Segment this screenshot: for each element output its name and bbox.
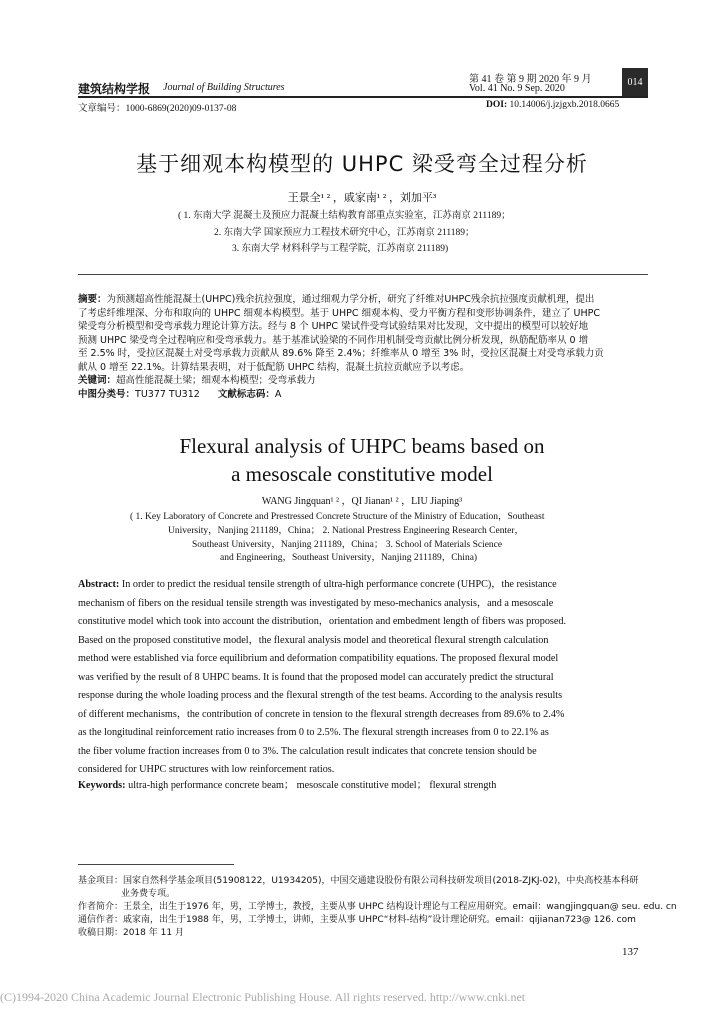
abstract-en-line [78, 576, 648, 595]
issue-info-cn: 第 41 卷 第 9 期 2020 年 9 月 [469, 74, 592, 85]
abstract-en-line: Based on the proposed constitutive model，the flexural analysis model and theoretical flexural strength calculation [78, 634, 549, 646]
footnote-corresponding-author: 通信作者：戚家南，出生于1988 年，男，工学博士，讲师，主要从事 UHPC“材料-结构”设计理论研究。email：qijianan723@ 126. com [78, 915, 636, 925]
footnote-rule [78, 864, 234, 865]
authors-cn: 王景全¹ ² ，戚家南¹ ² ，刘加平³ [287, 192, 437, 204]
footnote-author-bio: 作者简介：王景全，出生于1976 年，男，工学博士，教授，主要从事 UHPC 结构设计理论与工程应用研究。email：wangjingquan@ seu. edu. cn [78, 902, 677, 912]
title-en-line: a mesoscale constitutive model [231, 462, 493, 486]
abstract-en-line: constitutive model which took into account the distribution，orientation and embedment length of fibers was proposed. [78, 616, 567, 627]
authors-en: WANG Jingquan¹ ² ，QI Jianan¹ ² ，LIU Jiaping³ [261, 496, 463, 507]
header-rule [78, 96, 648, 98]
abstract-en-label: Abstract: [78, 579, 120, 590]
keywords-en-label: Keywords: [78, 780, 126, 791]
title-en-line: Flexural analysis of UHPC beams based on [179, 434, 545, 458]
article-number: 文章编号：1000-6869(2020)09-0137-08 [78, 104, 237, 114]
abstract-en [78, 576, 648, 780]
abstract-cn [78, 293, 604, 374]
abstract-cn-line [78, 293, 604, 307]
abstract-cn-text: 为预测超高性能混凝土(UHPC)残余抗拉强度，通过细观力学分析，研究了纤维对UHPC残余抗拉强度贡献机理，提出 [106, 294, 595, 305]
abstract-en-line: method were established via force equilibrium and deformation compatibility equations. The proposed flexural model [78, 653, 559, 664]
doi-label: DOI: [486, 100, 508, 110]
page-number: 137 [622, 946, 639, 958]
abstract-en-line: mechanism of fibers on the residual tensile strength was investigated by meso-mechanics analysis，and a mesoscale [78, 597, 554, 609]
page-title-cn: 基于细观本构模型的 UHPC 梁受弯全过程分析 [136, 152, 588, 176]
abstract-cn-label: 摘要： [78, 294, 107, 305]
affiliation-en-3: Southeast University，Nanjing 211189，China； 3. School of Materials Science [192, 540, 503, 550]
affiliation-cn-3: 3. 东南大学 材料科学与工程学院，江苏南京 211189) [232, 244, 449, 254]
abstract-cn-line: 梁受弯分析模型和受弯承载力理论计算方法。经与 8 个 UHPC 梁试件受弯试验结果对比发现，文中提出的模型可以较好地 [78, 321, 589, 332]
page-badge: 014 [622, 68, 648, 96]
affiliation-en-1: ( 1. Key Laboratory of Concrete and Prestressed Concrete Structure of the Ministry of Education，Southeast [130, 512, 545, 522]
affiliation-en-4: and Engineering，Southeast University，Nanjing 211189，China) [220, 553, 478, 563]
abstract-en-line: response during the whole loading process and the flexural strength of the test beams. According to the analysis results [78, 690, 563, 701]
abstract-en-line: as the longitudinal reinforcement ratio increases from 0 to 2.5%. The flexural strength increases from 0 to 22.1% as [78, 727, 549, 738]
journal-name-en: Journal of Building Structures [163, 82, 285, 93]
journal-name-cn: 建筑结构学报 [78, 82, 151, 96]
abstract-en-line: the fiber volume fraction increases from 0 to 3%. The calculation result indicates that concrete tension should be [78, 745, 537, 757]
abstract-cn-line: 献从 0 增至 22.1%。计算结果表明，对于低配筋 UHPC 结构，混凝土抗拉贡献应予以考虑。 [78, 361, 470, 373]
keywords-cn-label: 关键词： [78, 375, 117, 386]
keywords-en [78, 776, 496, 791]
clc-label: 中图分类号： [78, 389, 136, 400]
keywords-en-text: ultra-high performance concrete beam； mesoscale constitutive model； flexural strength [125, 780, 497, 791]
keywords-cn-text: 超高性能混凝土梁；细观本构模型；受弯承载力 [116, 375, 316, 386]
doc-code-label: 文献标志码： [217, 389, 275, 400]
abstract-en-line: was verified by the result of 8 UHPC beams. It is found that the proposed model can accurately predict the structural [78, 671, 554, 683]
doi-value: 10.14006/j.jzjgxb.2018.0665 [507, 100, 620, 110]
divider [78, 274, 648, 275]
affiliation-en-2: University，Nanjing 211189，China； 2. National Prestress Engineering Research Center， [168, 526, 524, 536]
abstract-en-line: considered for UHPC structures with low reinforcement ratios. [78, 764, 335, 775]
abstract-en-line: of different mechanisms，the contribution of concrete in tension to the flexural strength decreases from 89.6% to 2.4% [78, 708, 565, 720]
issue-info-en: Vol. 41 No. 9 Sep. 2020 [469, 83, 565, 94]
abstract-en-text: In order to predict the residual tensile strength of ultra-high performance concrete (UHPC)，the resistance [119, 579, 557, 590]
abstract-cn-line: 了考虑纤维埋深、分布和取向的 UHPC 细观本构模型。基于 UHPC 细观本构、受力平衡方程和变形协调条件，建立了 UHPC [78, 307, 600, 319]
affiliation-cn-2: 2. 东南大学 国家预应力工程技术研究中心，江苏南京 211189； [214, 228, 475, 238]
affiliation-cn-1: ( 1. 东南大学 混凝土及预应力混凝土结构教育部重点实验室，江苏南京 211189； [178, 211, 511, 221]
classification-row [78, 388, 281, 402]
abstract-cn-line: 预测 UHPC 梁受弯全过程响应和受弯承载力。基于基准试验梁的不同作用机制受弯贡献比例分析发现，纵筋配筋率从 0 增 [78, 334, 589, 346]
copyright-watermark: (C)1994-2020 China Academic Journal Electronic Publishing House. All rights reserved. http://www.cnki.net [0, 990, 526, 1004]
abstract-cn-line: 至 2.5% 时，受拉区混凝土对受弯承载力贡献从 89.6% 降至 2.4%；纤维率从 0 增至 3% 时，受拉区混凝土对受弯承载力贡 [78, 348, 604, 359]
clc-value: TU377 TU312 [135, 389, 200, 400]
keywords-cn [78, 374, 316, 388]
footnote-funding: 基金项目：国家自然科学基金项目(51908122，U1934205)，中国交通建设股份有限公司科技研发项目(2018-ZJKJ-02)，中央高校基本科研 [78, 876, 639, 886]
doi [486, 100, 619, 110]
doc-code-value: A [274, 389, 282, 400]
footnote-funding-cont: 业务费专项。 [121, 889, 176, 899]
page-title-en [0, 432, 724, 488]
footnote-received-date: 收稿日期：2018 年 11 月 [78, 928, 184, 938]
